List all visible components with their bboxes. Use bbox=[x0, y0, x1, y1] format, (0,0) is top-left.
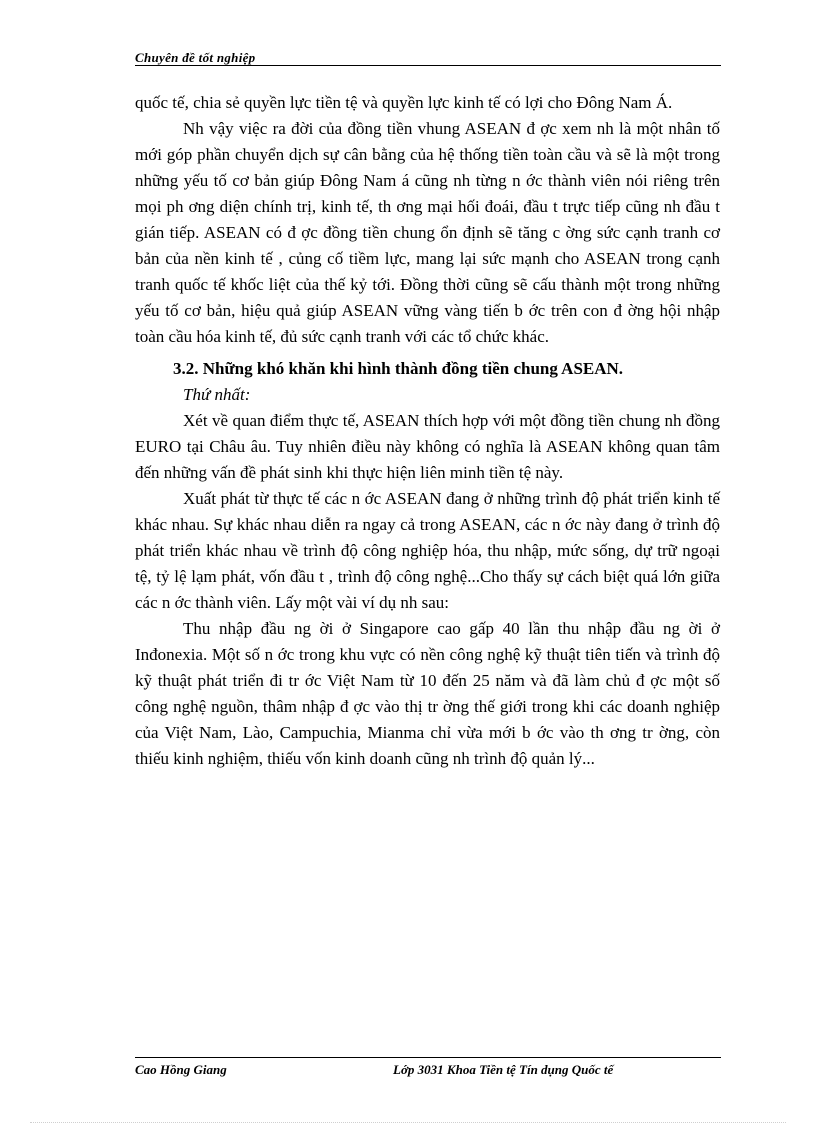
page-header-title: Chuyên đề tốt nghiệp bbox=[135, 50, 256, 65]
header-rule bbox=[135, 65, 721, 66]
paragraph-1: quốc tế, chia sẻ quyền lực tiền tệ và quyền lực kinh tế có lợi cho Đông Nam Á. bbox=[135, 93, 673, 112]
footer-class-info: Lớp 3031 Khoa Tiền tệ Tín dụng Quốc tế bbox=[393, 1062, 614, 1077]
paragraph-4: Xuất phát từ thực tế các n ớc ASEAN đang ở những trình độ phát triển kinh tế khác nhau. Sự khác nhau diễn ra ngay cả trong ASEAN, các n ớc này đang ở trình độ phát triển khác nhau về trình độ công nghiệp hóa, thu nhập, mức sống, dự trữ ngoại tệ, tỷ lệ lạm phát, vốn đầu t , trình độ công nghệ...Cho thấy sự cách biệt quá lớn giữa các n ớc thành viên. Lấy một vài ví dụ nh sau: bbox=[135, 489, 720, 612]
footer-rule bbox=[135, 1057, 721, 1058]
footer-author: Cao Hồng Giang bbox=[135, 1062, 227, 1077]
sub-heading: Thứ nhất: bbox=[183, 385, 251, 404]
section-heading: 3.2. Những khó khăn khi hình thành đồng tiền chung ASEAN. bbox=[173, 359, 624, 378]
paragraph-2: Nh vậy việc ra đời của đồng tiền vhung ASEAN đ ợc xem nh là một nhân tố mới góp phần chuyển dịch sự cân bằng của hệ thống tiền toàn cầu và sẽ là một trong những yếu tố cơ bản giúp Đông Nam á cũng nh từng n ớc thành viên nói riêng trên mọi ph ơng diện chính trị, kinh tế, th ơng mại hối đoái, đầu t trực tiếp cũng nh đầu t gián tiếp. ASEAN có đ ợc đồng tiền chung ổn định sẽ tăng c ờng sức cạnh tranh cơ bản của nền kinh tế , củng cố tiềm lực, mang lại sức mạnh cho ASEAN trong cạnh tranh quốc tế khốc liệt của thế kỷ tới. Đồng thời cũng sẽ cấu thành một trong những yếu tố cơ bản, hiệu quả giúp ASEAN vững vàng tiến b ớc trên con đ ờng hội nhập toàn cầu hóa kinh tế, đủ sức cạnh tranh với các tổ chức khác. bbox=[135, 119, 720, 346]
paragraph-3: Xét về quan điểm thực tế, ASEAN thích hợp với một đồng tiền chung nh đồng EURO tại Châu âu. Tuy nhiên điều này không có nghĩa là ASEAN không quan tâm đến những vấn đề phát sinh khi thực hiện liên minh tiền tệ này. bbox=[135, 411, 720, 482]
document-body bbox=[135, 90, 720, 772]
paragraph-5: Thu nhập đầu ng ời ở Singapore cao gấp 40 lần thu nhập đầu ng ời ở Inđonexia. Một số n ớc trong khu vực có nền công nghệ kỹ thuật tiên tiến và trình độ kỹ thuật phát triển đi tr ớc Việt Nam từ 10 đến 25 năm và đã làm chủ đ ợc một số công nghệ nguồn, thâm nhập đ ợc vào thị tr ờng thế giới trong khi các doanh nghiệp của Việt Nam, Lào, Campuchia, Mianma chỉ vừa mới b ớc vào th ơng tr ờng, còn thiếu kinh nghiệm, thiếu vốn kinh doanh cũng nh trình độ quản lý... bbox=[135, 619, 720, 768]
